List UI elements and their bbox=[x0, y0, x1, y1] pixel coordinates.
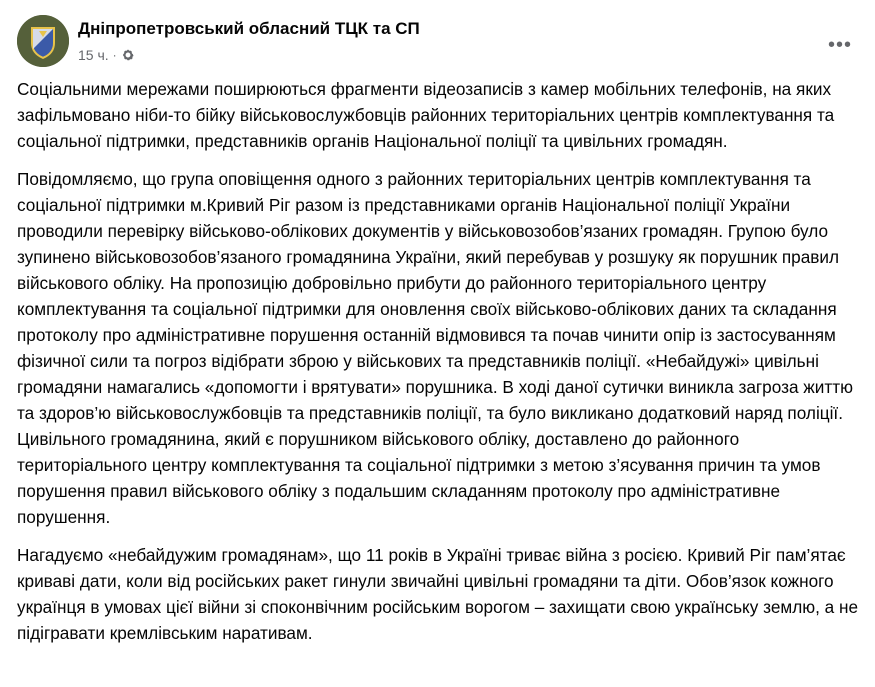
post-text bbox=[17, 76, 859, 658]
post-meta bbox=[78, 47, 135, 63]
gear-icon[interactable] bbox=[121, 48, 135, 62]
post-paragraph-3: Нагадуємо «небайдужим громадянам», що 11 років в Україні триває війна з росією. Кривий Ріг пам’ятає криваві дати, коли від російських ракет гинули звичайні цивільні громадяни та діти. Обов’язок кожного українця в умовах цієї війни зі споконвічним російським ворогом – захищати свою українську землю, а не підігравати кремлівським наративам. bbox=[17, 545, 859, 643]
post-paragraph-1: Соціальними мережами поширюються фрагменти відеозаписів з камер мобільних телефонів, на яких зафільмовано ніби-то бійку військовослужбовців районних територіальних центрів комплектування та соціальної підтримки, представників органів Національної поліції та цивільних громадян. bbox=[17, 79, 835, 151]
meta-separator: · bbox=[112, 48, 117, 62]
post-timestamp[interactable]: 15 ч. bbox=[78, 47, 109, 63]
avatar[interactable] bbox=[17, 15, 69, 67]
emblem-shield-icon bbox=[17, 15, 69, 67]
more-options-button[interactable] bbox=[822, 27, 858, 63]
post-header bbox=[17, 13, 858, 73]
page-author-name[interactable]: Дніпропетровський обласний ТЦК та СП bbox=[78, 19, 420, 38]
post-paragraph-2: Повідомляємо, що група оповіщення одного з районних територіальних центрів комплектування та соціальної підтримки м.Кривий Ріг разом із представниками органів Національної поліції України проводили перевірку військово-облікових документів у військовозобов’язаних громадян. Групою було зупинено військовозобов’язаного громадянина України, який перебував у розшуку як порушник правил військового обліку. На пропозицію добровільно прибути до районного територіального центру комплектування та соціальної підтримки для оновлення своїх військово-облікових даних та складання протоколу про адміністративне порушення останній відмовився та почав чинити опір із застосуванням фізичної сили та погроз відібрати зброю у військових та представників поліції. «Небайдужі» цивільні громадяни намагались «допомогти і врятувати» порушника. В ході даної сутички виникла загроза життю та здоров’ю військовослужбовців та представників поліції, та було викликано додатковий наряд поліції. Цивільного громадянина, який є порушником військового обліку, доставлено до районного територіального центру комплектування та соціальної підтримки з метою з’ясування причин та умов порушення правил військового обліку з подальшим складанням протоколу про адміністративне порушення. bbox=[17, 169, 854, 527]
more-horizontal-icon: ••• bbox=[827, 34, 852, 56]
